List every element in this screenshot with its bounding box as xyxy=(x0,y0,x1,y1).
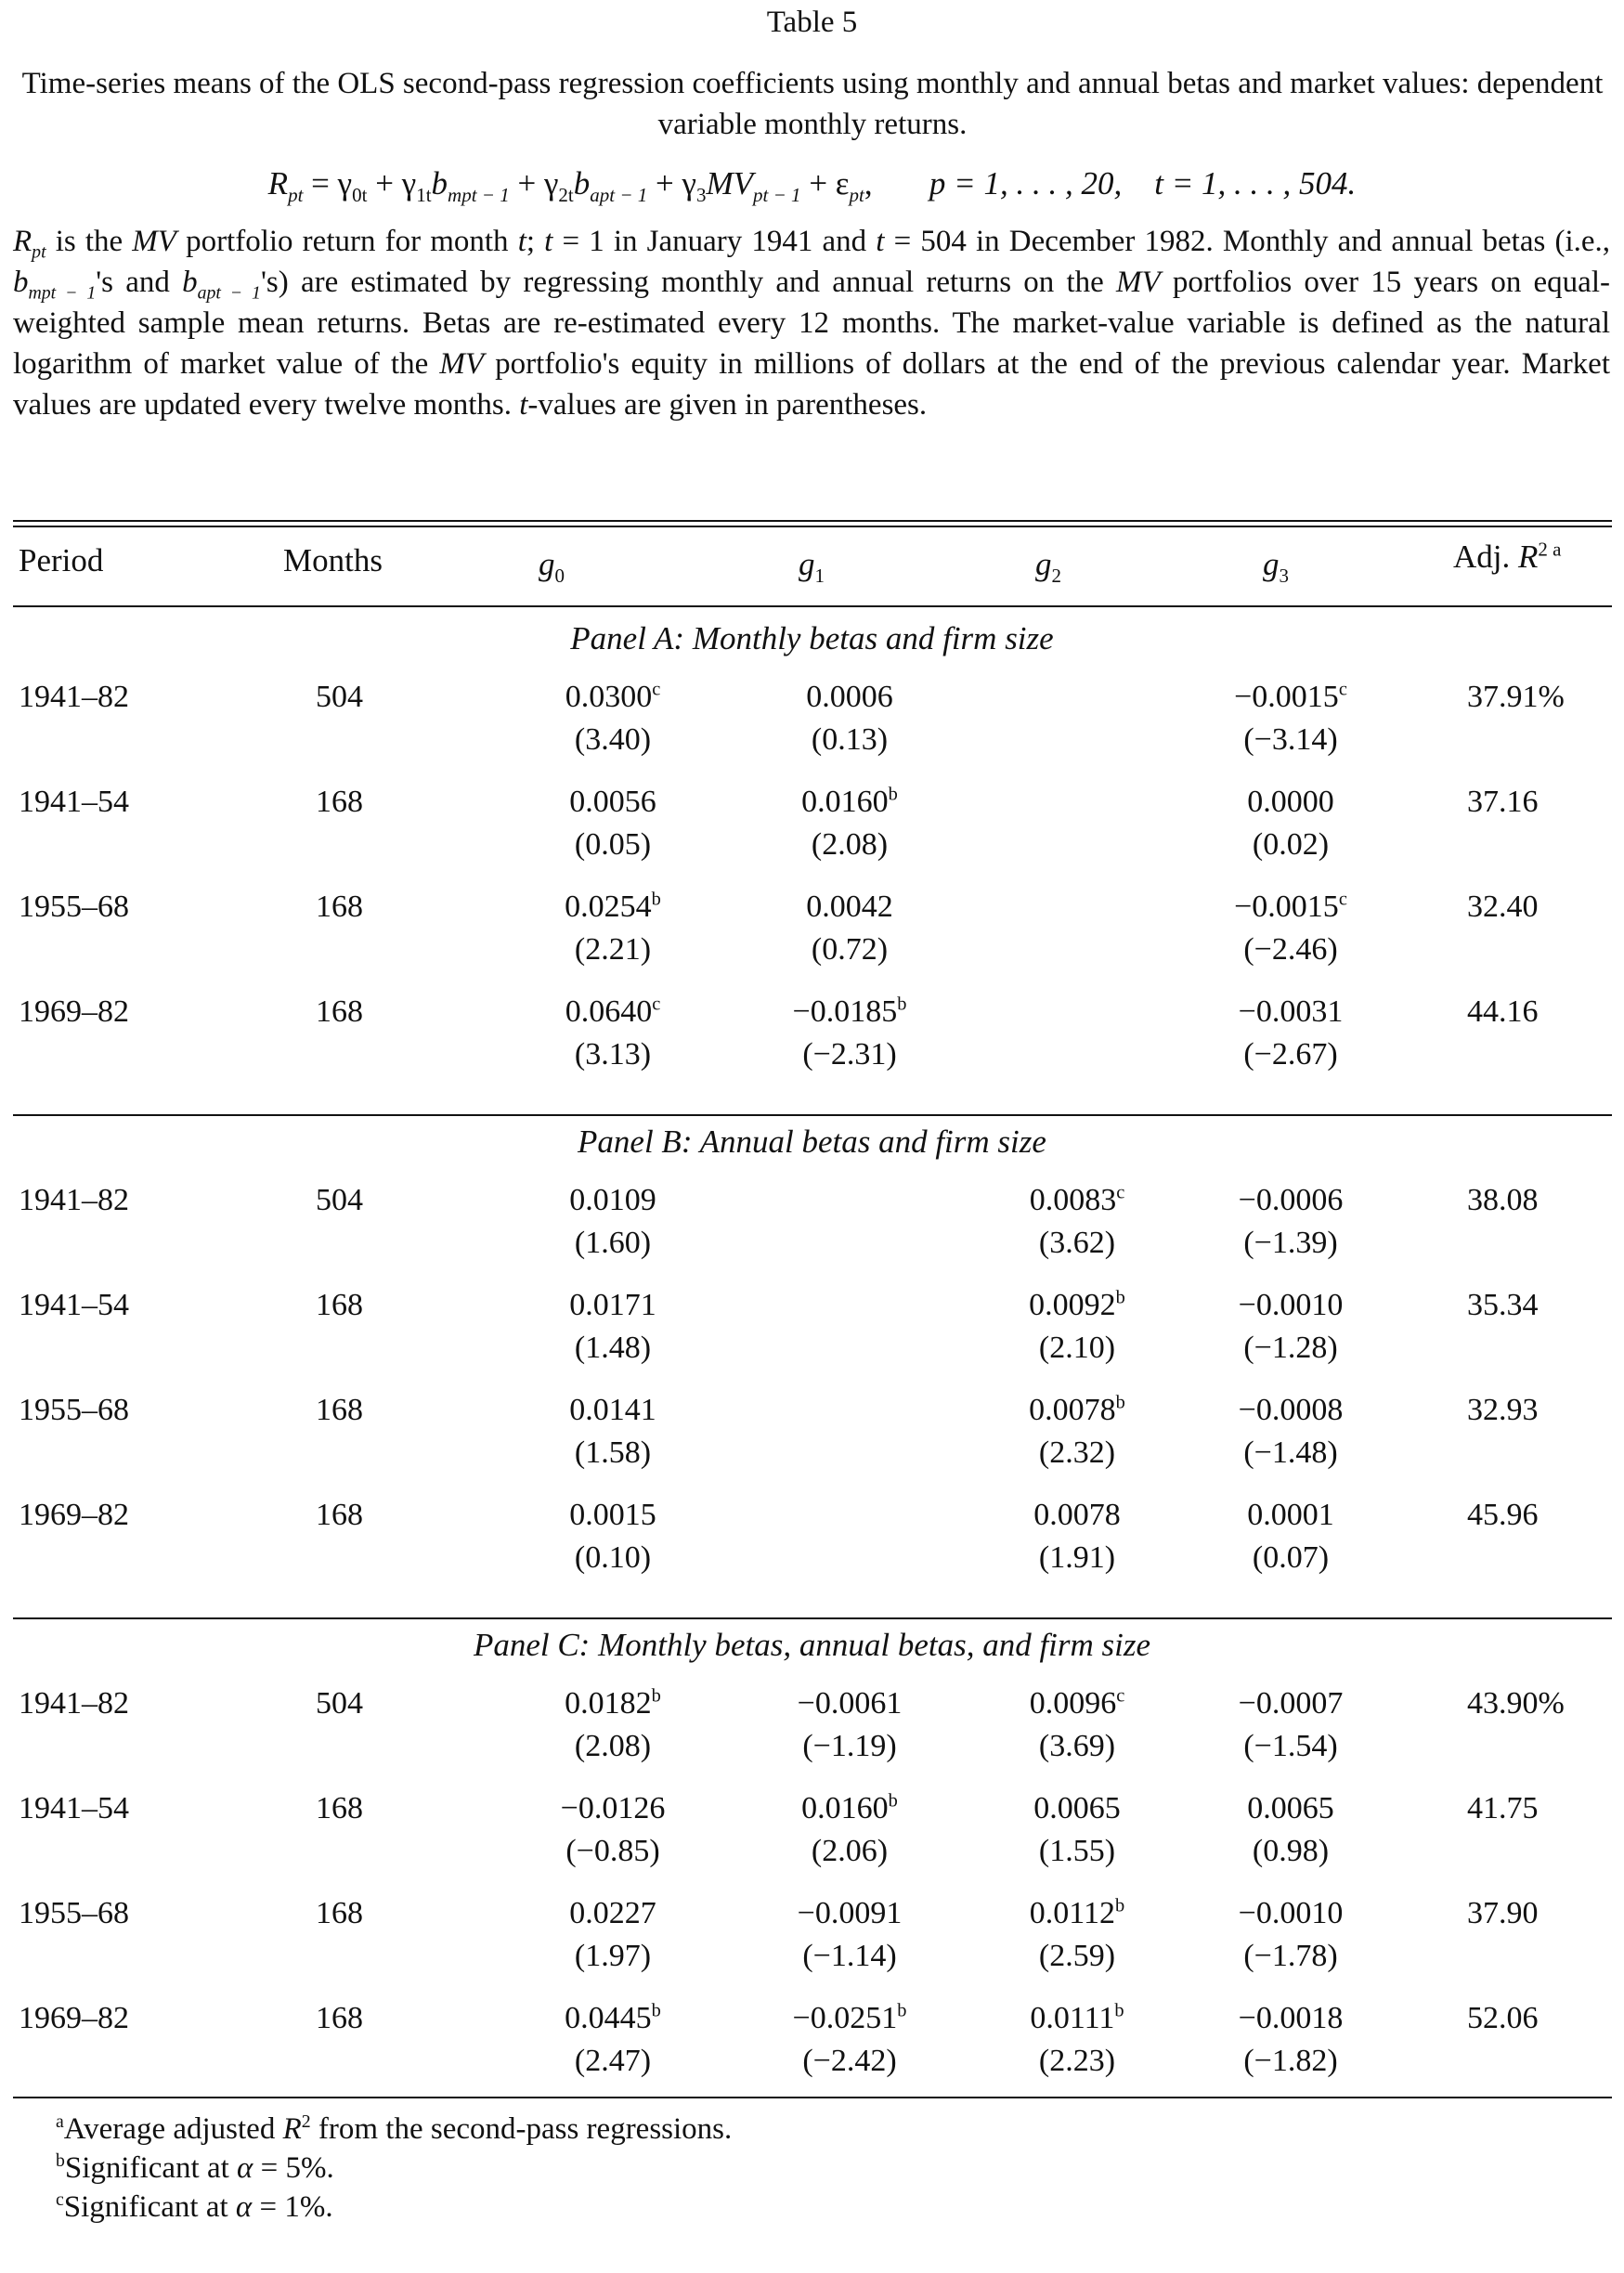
footnote-b: $^b$Significant at α = 5%. xyxy=(56,2150,334,2185)
header-months: Months xyxy=(283,542,383,578)
coef-g2: 0.0112$^b$ xyxy=(1029,1895,1125,1930)
coef-g0: 0.0300$^c$ xyxy=(565,679,661,714)
panel-divider-rule xyxy=(13,1114,1612,1116)
tvalue-g1: (0.13) xyxy=(811,722,889,757)
coef-g3: 0.0000 xyxy=(1247,785,1334,819)
tvalue-g0: (−0.85) xyxy=(565,1834,660,1868)
tvalue-g3: (0.98) xyxy=(1252,1834,1330,1868)
tvalue-g3: (−1.82) xyxy=(1243,2044,1338,2078)
notes-paragraph: $R_{pt}$ is the MV portfolio return for month t; t = 1 in January 1941 and t = 504 in December 1982. Monthly and annual betas (i.e., $b_{mpt - 1}'s$ and $b_{apt - 1}'s$) are estimated by regressing monthly and annual returns on the MV portfolios over 15 years on equal-weighted sample mean returns. Betas are re-estimated every 12 months. The market-value variable is defined as the natural logarithm of market value of the MV portfolio's equity in millions of dollars at the end of the previous calendar year. Market values are updated every twelve months. t-values are given in parentheses. xyxy=(13,225,1611,422)
tvalue-g1: (−1.14) xyxy=(802,1939,897,1973)
coef-g1: 0.0160$^b$ xyxy=(801,784,898,819)
row-adj-r2: 41.75 xyxy=(1467,1791,1539,1825)
row-months: 168 xyxy=(316,890,363,924)
row-months: 168 xyxy=(316,1498,363,1532)
tvalue-g3: (−1.54) xyxy=(1243,1729,1338,1763)
tvalue-g1: (−1.19) xyxy=(802,1729,897,1763)
row-months: 504 xyxy=(316,1686,363,1721)
tvalue-g3: (−3.14) xyxy=(1243,722,1338,757)
coef-g2: 0.0078 xyxy=(1033,1498,1121,1532)
tvalue-g0: (1.97) xyxy=(574,1939,652,1973)
coef-g0: 0.0109 xyxy=(569,1183,656,1217)
row-adj-r2: 37.91% xyxy=(1467,680,1565,714)
row-months: 168 xyxy=(316,994,363,1029)
row-period: 1969–82 xyxy=(19,2001,129,2035)
tvalue-g0: (0.10) xyxy=(574,1540,652,1575)
coef-g1: 0.0042 xyxy=(806,890,893,924)
row-adj-r2: 32.93 xyxy=(1467,1393,1539,1427)
tvalue-g3: (−1.39) xyxy=(1243,1226,1338,1260)
coef-g2: 0.0065 xyxy=(1033,1791,1121,1825)
coef-g0: −0.0126 xyxy=(560,1791,666,1825)
row-period: 1941–82 xyxy=(19,1183,129,1217)
row-months: 504 xyxy=(316,1183,363,1217)
tvalue-g1: (0.72) xyxy=(811,932,889,967)
coef-g0: 0.0056 xyxy=(569,785,656,819)
tvalue-g2: (3.62) xyxy=(1038,1226,1116,1260)
row-months: 168 xyxy=(316,1791,363,1825)
tvalue-g0: (1.60) xyxy=(574,1226,652,1260)
coef-g3: −0.0015$^c$ xyxy=(1234,679,1347,714)
coef-g1: 0.0160$^b$ xyxy=(801,1790,898,1825)
row-period: 1941–82 xyxy=(19,680,129,714)
header-g0: $g_0$ xyxy=(539,546,565,587)
coef-g2: 0.0092$^b$ xyxy=(1029,1287,1125,1322)
row-period: 1941–54 xyxy=(19,1288,129,1322)
tvalue-g3: (0.02) xyxy=(1252,827,1330,862)
panel-title: Panel C: Monthly betas, annual betas, and firm size xyxy=(473,1627,1151,1663)
tvalue-g2: (2.23) xyxy=(1038,2044,1116,2078)
row-period: 1969–82 xyxy=(19,994,129,1029)
coef-g2: 0.0096$^c$ xyxy=(1029,1685,1125,1721)
coef-g0: 0.0182$^b$ xyxy=(565,1685,661,1721)
panel-title: Panel A: Monthly betas and firm size xyxy=(570,620,1054,656)
coef-g3: −0.0010 xyxy=(1238,1288,1344,1322)
tvalue-g2: (2.59) xyxy=(1038,1939,1116,1973)
row-months: 504 xyxy=(316,680,363,714)
coef-g3: −0.0015$^c$ xyxy=(1234,889,1347,924)
coef-g0: 0.0640$^c$ xyxy=(565,994,661,1029)
tvalue-g3: (−2.46) xyxy=(1243,932,1338,967)
tvalue-g0: (2.21) xyxy=(574,932,652,967)
tvalue-g3: (−1.78) xyxy=(1243,1939,1338,1973)
row-period: 1955–68 xyxy=(19,890,129,924)
row-period: 1955–68 xyxy=(19,1393,129,1427)
header-g2: $g_2$ xyxy=(1035,546,1061,587)
header-g1: $g_1$ xyxy=(799,546,825,587)
row-months: 168 xyxy=(316,785,363,819)
row-adj-r2: 45.96 xyxy=(1467,1498,1539,1532)
row-adj-r2: 37.90 xyxy=(1467,1896,1539,1930)
panel-title: Panel B: Annual betas and firm size xyxy=(578,1124,1046,1160)
coef-g3: 0.0001 xyxy=(1247,1498,1334,1532)
tvalue-g3: (−1.28) xyxy=(1243,1331,1338,1365)
header-period: Period xyxy=(19,542,104,578)
tvalue-g0: (1.48) xyxy=(574,1331,652,1365)
tvalue-g0: (2.47) xyxy=(574,2044,652,2078)
table-footnotes xyxy=(56,2110,732,2227)
row-period: 1969–82 xyxy=(19,1498,129,1532)
row-adj-r2: 52.06 xyxy=(1467,2001,1539,2035)
coef-g2: 0.0083$^c$ xyxy=(1029,1182,1125,1217)
row-adj-r2: 37.16 xyxy=(1467,785,1539,819)
table-bottom-rule xyxy=(13,2097,1612,2098)
coef-g3: −0.0018 xyxy=(1238,2001,1344,2035)
coef-g0: 0.0227 xyxy=(569,1896,656,1930)
tvalue-g2: (2.32) xyxy=(1038,1435,1116,1470)
header-rule xyxy=(13,605,1612,607)
footnote-c: $^c$Significant at α = 1%. xyxy=(56,2189,333,2224)
table-label: Table 5 xyxy=(766,6,858,39)
tvalue-g3: (−1.48) xyxy=(1243,1435,1338,1470)
coef-g3: −0.0010 xyxy=(1238,1896,1344,1930)
tvalue-g3: (−2.67) xyxy=(1243,1037,1338,1072)
panel-divider-rule xyxy=(13,1617,1612,1619)
tvalue-g0: (1.58) xyxy=(574,1435,652,1470)
coef-g3: −0.0006 xyxy=(1238,1183,1344,1217)
tvalue-g1: (2.08) xyxy=(811,827,889,862)
tvalue-g1: (2.06) xyxy=(811,1834,889,1868)
coef-g1: 0.0006 xyxy=(806,680,893,714)
tvalue-g2: (3.69) xyxy=(1038,1729,1116,1763)
tvalue-g0: (3.40) xyxy=(574,722,652,757)
table-caption: Time-series means of the OLS second-pass regression coefficients using monthly and annual betas and market values: dependent variable monthly returns. xyxy=(21,67,1604,141)
table-notes xyxy=(13,221,1610,425)
coef-g1: −0.0091 xyxy=(797,1896,903,1930)
row-months: 168 xyxy=(316,2001,363,2035)
header-adj-r2: Adj. $R^{2 a}$ xyxy=(1453,538,1562,575)
coef-g3: −0.0008 xyxy=(1238,1393,1344,1427)
row-adj-r2: 35.34 xyxy=(1467,1288,1539,1322)
table-top-rule xyxy=(13,520,1612,522)
coef-g1: −0.0061 xyxy=(797,1686,903,1721)
coef-g3: −0.0031 xyxy=(1238,994,1344,1029)
tvalue-g0: (3.13) xyxy=(574,1037,652,1072)
row-adj-r2: 44.16 xyxy=(1467,994,1539,1029)
row-adj-r2: 32.40 xyxy=(1467,890,1539,924)
row-months: 168 xyxy=(316,1393,363,1427)
tvalue-g1: (−2.42) xyxy=(802,2044,897,2078)
tvalue-g0: (2.08) xyxy=(574,1729,652,1763)
coef-g0: 0.0254$^b$ xyxy=(565,889,661,924)
tvalue-g2: (2.10) xyxy=(1038,1331,1116,1365)
row-months: 168 xyxy=(316,1288,363,1322)
tvalue-g2: (1.55) xyxy=(1038,1834,1116,1868)
tvalue-g2: (1.91) xyxy=(1038,1540,1116,1575)
coef-g3: −0.0007 xyxy=(1238,1686,1344,1721)
row-period: 1955–68 xyxy=(19,1896,129,1930)
header-g3: $g_3$ xyxy=(1263,546,1289,587)
row-adj-r2: 43.90% xyxy=(1467,1686,1565,1721)
coef-g0: 0.0141 xyxy=(569,1393,656,1427)
coef-g2: 0.0078$^b$ xyxy=(1029,1392,1125,1427)
coef-g3: 0.0065 xyxy=(1247,1791,1334,1825)
tvalue-g0: (0.05) xyxy=(574,827,652,862)
regression-equation: $R_{pt} = \gamma_{0t} + \gamma_{1t}b_{mpt - 1} + \gamma_{2t}b_{apt - 1} + \gamma_3MV_{pt - 1} + \varepsilon_{pt}$, p = 1, . . . , 20, t = 1, . . . , 504. xyxy=(267,165,1357,206)
table-top-rule-2 xyxy=(13,526,1612,527)
row-period: 1941–82 xyxy=(19,1686,129,1721)
coef-g2: 0.0111$^b$ xyxy=(1030,2000,1124,2035)
tvalue-g1: (−2.31) xyxy=(802,1037,897,1072)
row-months: 168 xyxy=(316,1896,363,1930)
coef-g1: −0.0251$^b$ xyxy=(792,2000,907,2035)
coef-g0: 0.0445$^b$ xyxy=(565,2000,661,2035)
coef-g0: 0.0171 xyxy=(569,1288,656,1322)
row-period: 1941–54 xyxy=(19,1791,129,1825)
coef-g0: 0.0015 xyxy=(569,1498,656,1532)
row-adj-r2: 38.08 xyxy=(1467,1183,1539,1217)
row-period: 1941–54 xyxy=(19,785,129,819)
coef-g1: −0.0185$^b$ xyxy=(792,994,907,1029)
footnote-a: $^a$Average adjusted $R^2$ from the second-pass regressions. xyxy=(56,2111,733,2146)
tvalue-g3: (0.07) xyxy=(1252,1540,1330,1575)
